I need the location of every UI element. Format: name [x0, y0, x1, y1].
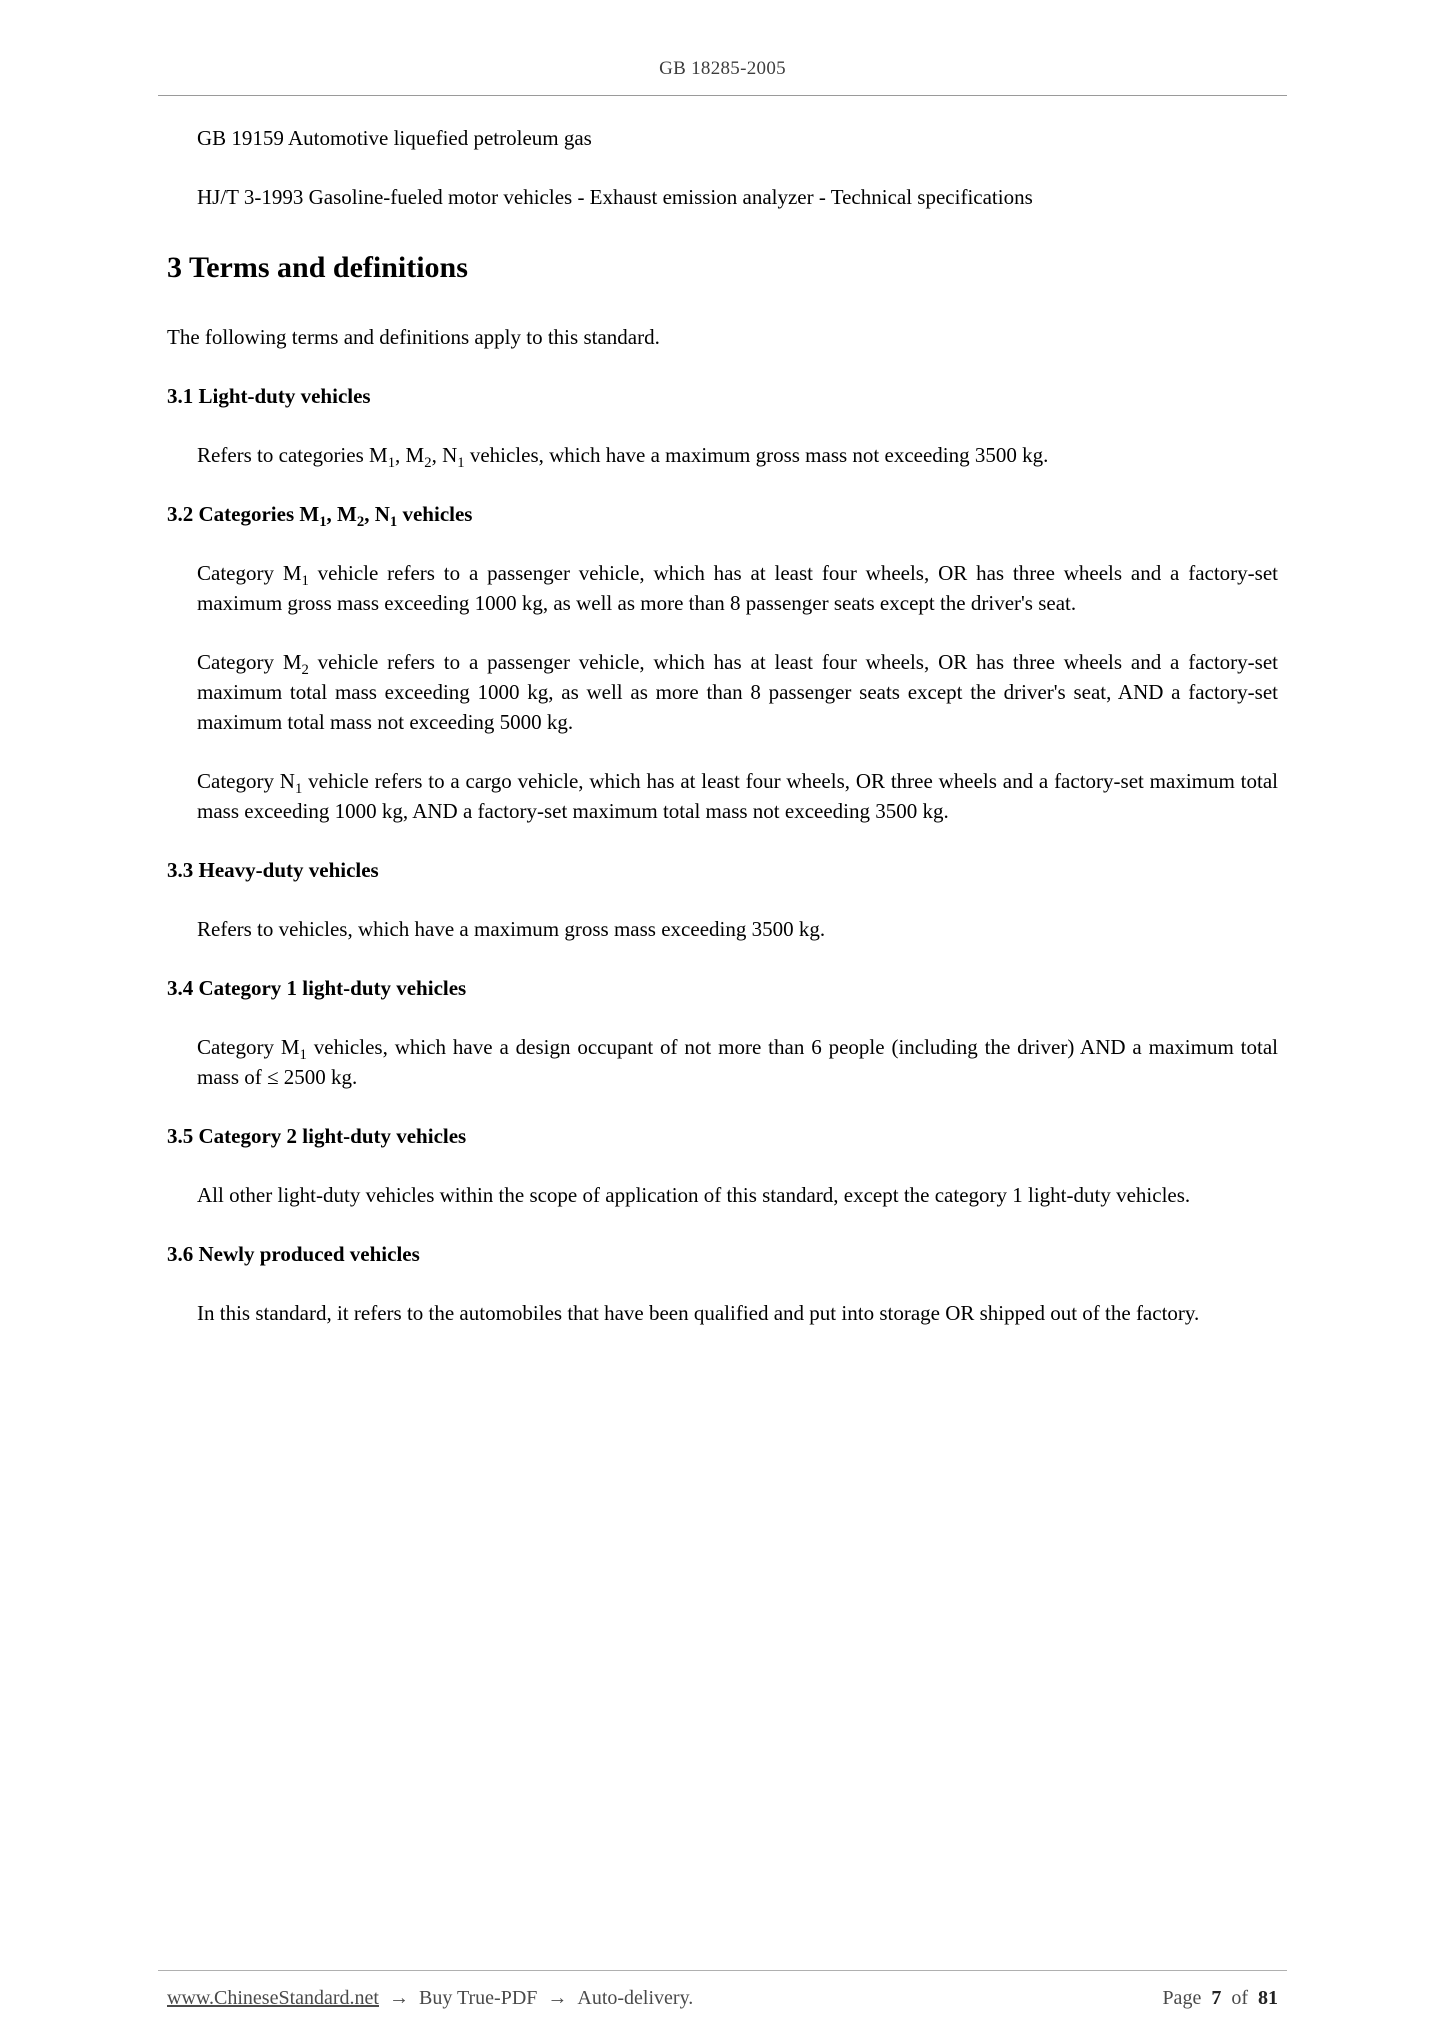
footer-row	[158, 1987, 1287, 2010]
subsection-3-4	[167, 973, 1278, 1092]
subsection-heading: 3.2 Categories $M_1$, $M_2$, $N_1$ vehicles	[167, 502, 473, 531]
subsection-heading: 3.3 Heavy-duty vehicles	[167, 858, 379, 882]
body-paragraph: All other light-duty vehicles within the scope of application of this standard, except the category 1 light-duty vehicles.	[197, 1183, 1191, 1207]
subsection-heading: 3.4 Category 1 light-duty vehicles	[167, 976, 467, 1000]
body-paragraph: Category $M_1$ vehicle refers to a passenger vehicle, which has at least four wheels, OR has three wheels and a factory-set maximum gross mass exceeding 1000 kg, as well as more than 8 passenger seats except the driver's seat.	[197, 561, 1278, 615]
reference-paragraph: HJ/T 3-1993 Gasoline-fueled motor vehicles - Exhaust emission analyzer - Technical specifications	[197, 185, 1033, 209]
subsection-3-6	[167, 1239, 1278, 1328]
body-paragraph: Refers to vehicles, which have a maximum gross mass exceeding 3500 kg.	[197, 917, 826, 941]
subsection-3-5	[167, 1121, 1278, 1210]
footer-buy-text: Buy True-PDF	[419, 1987, 538, 2009]
footer-rule	[158, 1970, 1287, 1971]
subsection-3-2	[167, 499, 1278, 826]
subsection-heading: 3.6 Newly produced vehicles	[167, 1242, 420, 1266]
subsection-3-3	[167, 855, 1278, 944]
section-title: 3 Terms and definitions	[167, 251, 468, 284]
page-label: Page	[1162, 1987, 1202, 2009]
body-paragraph: Category $N_1$ vehicle refers to a cargo vehicle, which has at least four wheels, OR three wheels and a factory-set maximum total mass exceeding 1000 kg, AND a factory-set maximum total mass not exceeding 3500 kg.	[197, 769, 1278, 823]
document-header	[158, 0, 1287, 80]
page-indicator	[1162, 1987, 1278, 2010]
subsection-heading: 3.5 Category 2 light-duty vehicles	[167, 1124, 467, 1148]
body-paragraph: Category $M_1$ vehicles, which have a design occupant of not more than 6 people (including the driver) AND a maximum total mass of ≤ 2500 kg.	[197, 1035, 1278, 1089]
body-paragraph: Refers to categories $M_1$, $M_2$, $N_1$ vehicles, which have a maximum gross mass not exceeding 3500 kg.	[197, 443, 1049, 472]
body-paragraph: Category $M_2$ vehicle refers to a passenger vehicle, which has at least four wheels, OR has three wheels and a factory-set maximum total mass exceeding 1000 kg, as well as more than 8 passenger seats except the driver's seat, AND a factory-set maximum total mass not exceeding 5000 kg.	[197, 650, 1278, 734]
arrow-right-icon: →	[547, 1987, 568, 2009]
footer-site-link[interactable]: www.ChineseStandard.net	[167, 1987, 379, 2009]
footer-delivery-text: Auto-delivery.	[577, 1987, 694, 2009]
arrow-right-icon: →	[389, 1987, 409, 2009]
reference-paragraph: GB 19159 Automotive liquefied petroleum gas	[197, 126, 592, 150]
page-of-label: of	[1231, 1987, 1248, 2009]
subsection-heading: 3.1 Light-duty vehicles	[167, 384, 371, 408]
header-title: GB 18285-2005	[659, 58, 786, 79]
footer-left	[167, 1987, 693, 2010]
document-body	[158, 96, 1287, 1328]
body-paragraph: In this standard, it refers to the automobiles that have been qualified and put into storage OR shipped out of the factory.	[197, 1301, 1200, 1325]
intro-paragraph: The following terms and definitions apply to this standard.	[167, 325, 660, 349]
subsection-3-1	[167, 381, 1278, 470]
page-number: 7	[1211, 1987, 1222, 2009]
document-footer	[158, 1970, 1287, 2010]
page-total: 81	[1258, 1987, 1278, 2009]
